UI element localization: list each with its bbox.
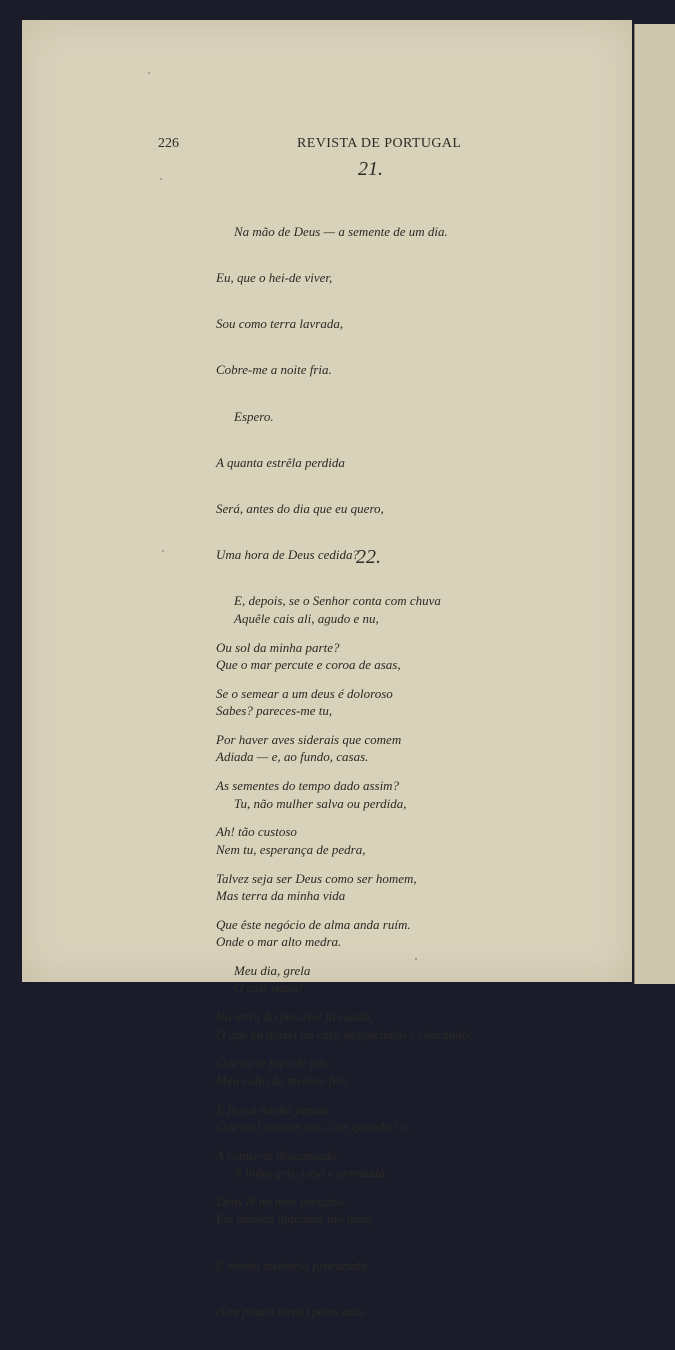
poem-line: Nem tu, esperança de pedra,: [216, 841, 366, 857]
poem-line: Eu, que o hei-de viver,: [216, 270, 333, 286]
poem-line: Na terra do possível já suado,: [216, 1009, 373, 1025]
poem-22-text: [216, 580, 473, 1350]
poem-line: Talvez seja ser Deus como ser homem,: [216, 870, 417, 886]
poem-line: Ah! tão custoso: [216, 824, 297, 840]
poem-line: Se o semear a um deus é doloroso: [216, 685, 393, 701]
poem-line: Por haver aves siderais que comem: [216, 732, 402, 748]
poem-line: Uma hora de Deus cedida?: [216, 547, 359, 563]
poem-line: Será, antes do dia que eu quero,: [216, 501, 384, 517]
poem-line: Que eu te faço de pão: [216, 1055, 330, 1071]
paper-speck: [162, 550, 164, 552]
running-head: REVISTA DE PORTUGAL: [297, 136, 462, 151]
poem-line: A comer-te descansado.: [216, 1147, 341, 1163]
poem-number-21: 21.: [358, 158, 383, 180]
poem-line: Em minhas lágrimas tão nuas,: [216, 1211, 375, 1227]
poem-line: Onde o mar alto medra.: [216, 934, 342, 950]
poem-line: Tu, não mulher salva ou perdida,: [234, 795, 407, 811]
poem-line: Que êste negócio de alma anda ruím.: [216, 916, 411, 932]
page-number: 226: [158, 136, 179, 151]
book-page: [22, 20, 632, 1319]
page-header: [22, 136, 632, 156]
poem-line: (Um pouco tarde) pelas tuas.: [216, 1303, 368, 1319]
adjacent-page-edge: [634, 24, 675, 984]
poem-line: Meu dia, grela: [234, 963, 311, 979]
poem-line: Que o mar percute e coroa de asas,: [216, 657, 401, 673]
poem-line: Aquêle cais ali, agudo e nu,: [234, 610, 379, 626]
poem-line: E, depois, se o Senhor conta com chuva: [234, 593, 441, 609]
paper-speck: [148, 72, 150, 74]
poem-line: Meu vulto de menino frio: [216, 1072, 348, 1088]
poem-line: Deus lê no meu coração.: [216, 1194, 346, 1210]
poem-line: E fico à minha janela: [216, 1101, 328, 1117]
poem-line: Ou sol da minha parte?: [216, 639, 340, 655]
poem-line: O que eu deixei no cais, despachado e chorando!: [216, 1026, 473, 1042]
poem-line: O cais vazio!: [234, 980, 303, 996]
poem-line: Espero.: [234, 408, 274, 424]
poem-line: Cobre-me a noite fria.: [216, 362, 332, 378]
poem-line: Mas terra da minha vida: [216, 888, 346, 904]
poem-line: A quanta estrêla perdida: [216, 454, 345, 470]
poem-line: As sementes do tempo dado assim?: [216, 778, 400, 794]
poem-line: A linha gris, rasa e arredada: [234, 1165, 385, 1181]
poem-line: Sou como terra lavrada,: [216, 316, 344, 332]
paper-speck: [415, 958, 417, 960]
poem-line: Na mão de Deus — a semente de um dia.: [234, 223, 448, 239]
poem-number-22: 22.: [356, 546, 381, 568]
poem-line: Sabes? pareces-me tu,: [216, 703, 333, 719]
paper-speck: [160, 178, 162, 180]
poem-line: Adiada — e, ao fundo, casas.: [216, 749, 369, 765]
poem-line: Que mal aquece um « até quando? ».: [216, 1119, 411, 1135]
poem-line: E minha ausência procurada: [216, 1257, 367, 1273]
